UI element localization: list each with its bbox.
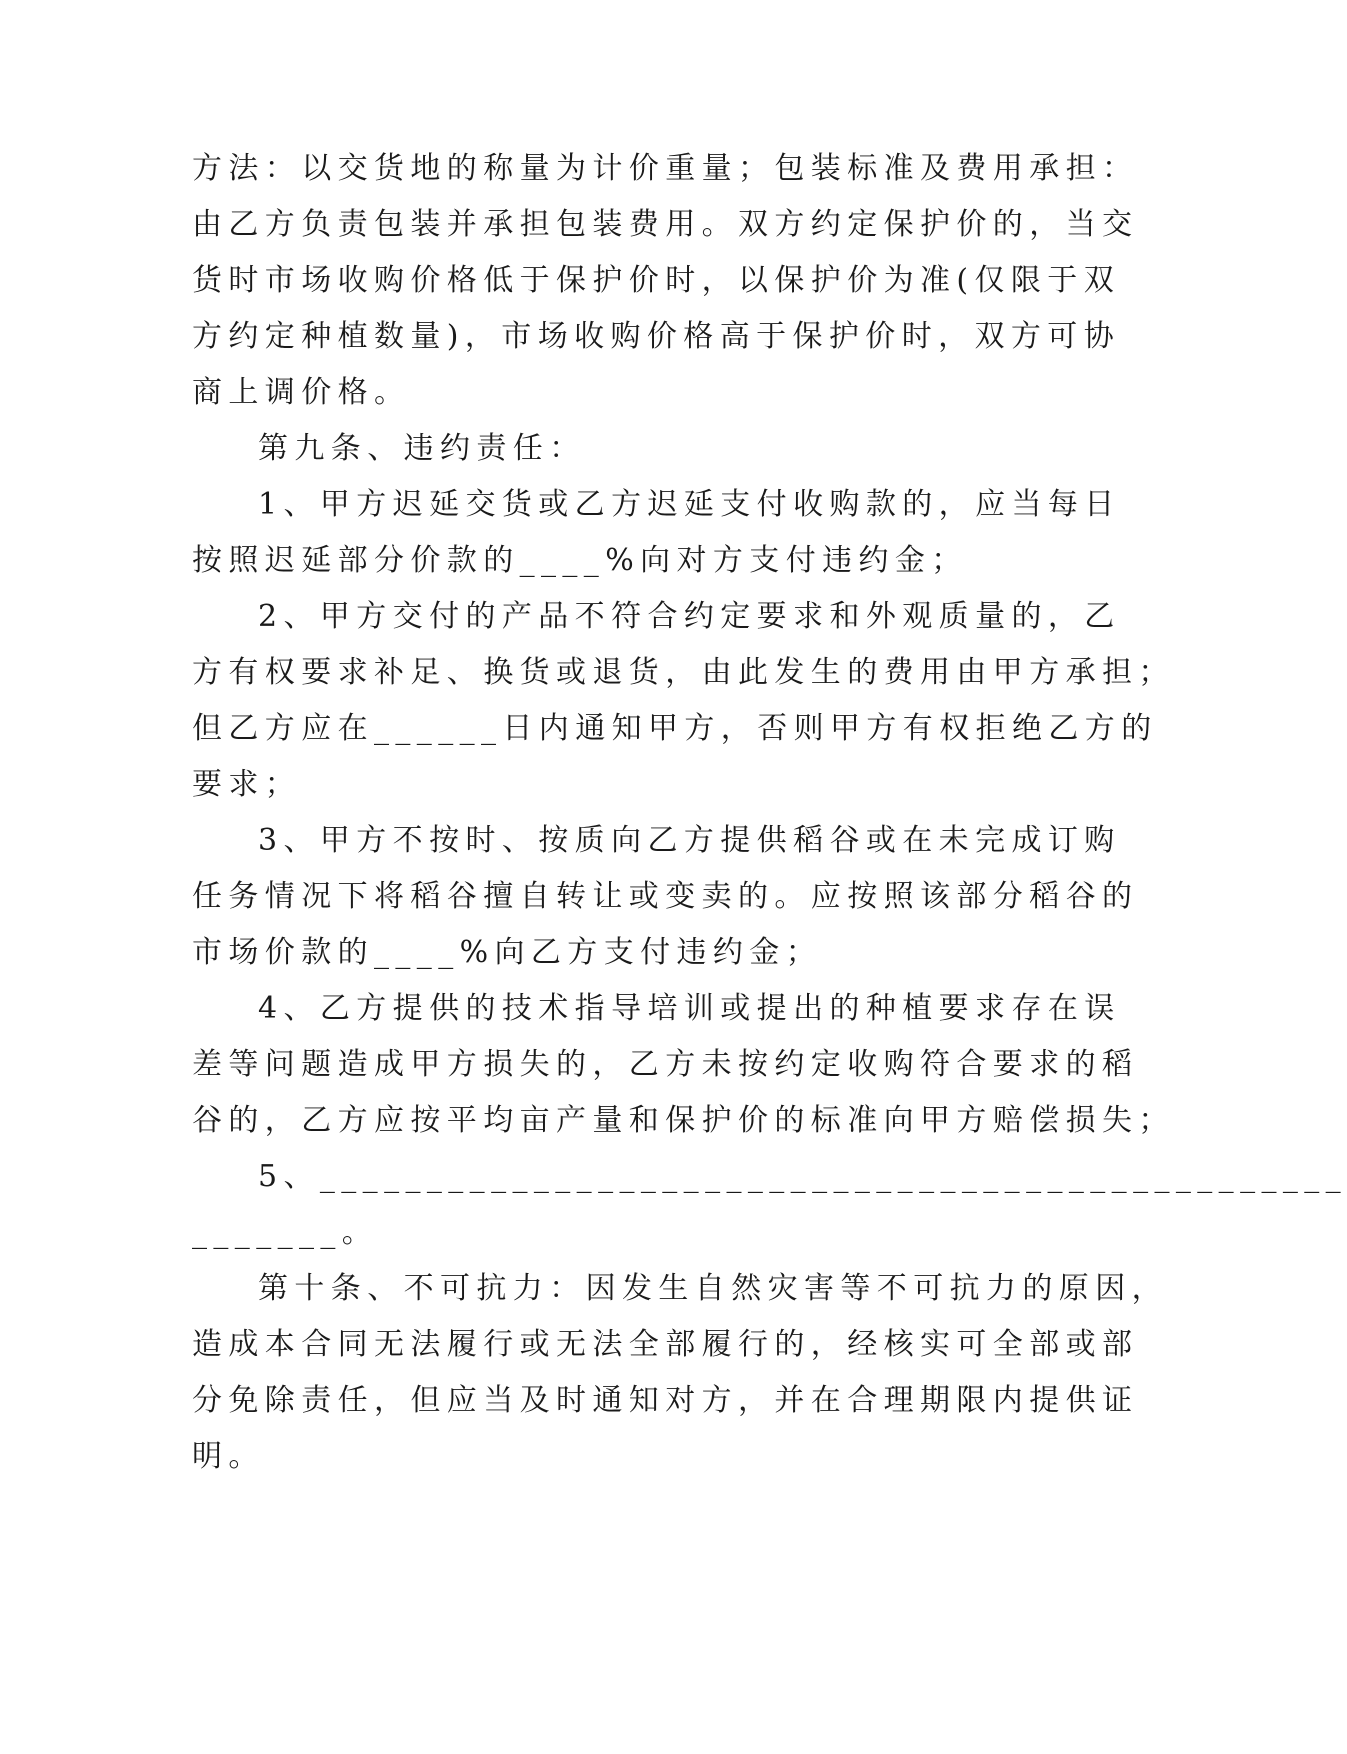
text-line: 市场价款的____%向乙方支付违约金； — [192, 935, 823, 970]
text-line: 但乙方应在______日内通知甲方，否则甲方有权拒绝乙方的 — [192, 711, 1158, 746]
section-heading: 第九条、违约责任： — [258, 431, 586, 466]
text-line: 方有权要求补足、换货或退货，由此发生的费用由甲方承担； — [192, 655, 1175, 690]
clause-item: 4、乙方提供的技术指导培训或提出的种植要求存在误 — [258, 991, 1121, 1026]
clause-item: 2、甲方交付的产品不符合约定要求和外观质量的，乙 — [258, 599, 1121, 634]
text-line: 商上调价格。 — [192, 375, 411, 410]
clause-item: 1、甲方迟延交货或乙方迟延支付收购款的，应当每日 — [258, 487, 1121, 522]
text-line: 货时市场收购价格低于保护价时，以保护价为准(仅限于双 — [192, 263, 1121, 298]
text-line: 谷的，乙方应按平均亩产量和保护价的标准向甲方赔偿损失； — [192, 1103, 1175, 1138]
text-line: 造成本合同无法履行或无法全部履行的，经核实可全部或部 — [192, 1327, 1139, 1362]
text-line: 按照迟延部分价款的____%向对方支付违约金； — [192, 543, 968, 578]
clause-item: 5、________________________________________________ — [258, 1159, 1347, 1194]
text-line: 差等问题造成甲方损失的，乙方未按约定收购符合要求的稻 — [192, 1047, 1139, 1082]
text-line: 方法：以交货地的称量为计价重量；包装标准及费用承担： — [192, 151, 1139, 186]
text-line: 分免除责任，但应当及时通知对方，并在合理期限内提供证 — [192, 1383, 1139, 1418]
text-line: 明。 — [192, 1439, 265, 1474]
text-line: 任务情况下将稻谷擅自转让或变卖的。应按照该部分稻谷的 — [192, 879, 1139, 914]
text-line: 由乙方负责包装并承担包装费用。双方约定保护价的，当交 — [192, 207, 1139, 242]
section-heading: 第十条、不可抗力：因发生自然灾害等不可抗力的原因， — [258, 1271, 1168, 1306]
text-line: 要求； — [192, 767, 302, 802]
clause-item: 3、甲方不按时、按质向乙方提供稻谷或在未完成订购 — [258, 823, 1121, 858]
text-line: _______。 — [192, 1215, 379, 1250]
text-line: 方约定种植数量)，市场收购价格高于保护价时，双方可协 — [192, 319, 1121, 354]
